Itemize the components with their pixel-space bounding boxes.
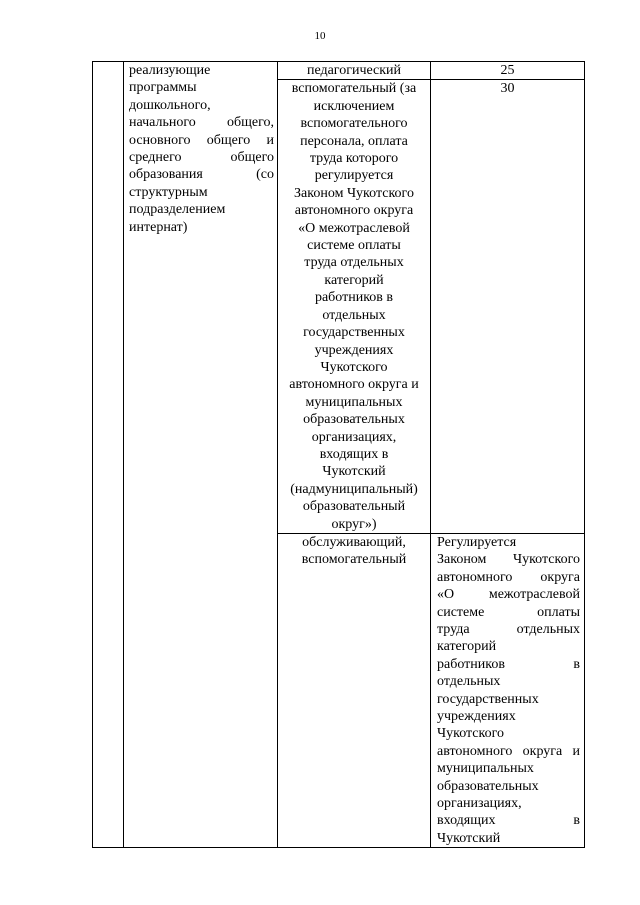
- text-line: подразделением: [129, 202, 226, 218]
- text-line: вспомогательный: [301, 552, 407, 568]
- text-line: Законом Чукотского: [294, 185, 414, 201]
- category-text: педагогический: [306, 63, 402, 78]
- text-line: Чукотского: [437, 726, 504, 742]
- text-line: входящих в: [437, 813, 580, 829]
- text-line: образования (со: [129, 167, 274, 183]
- text-line: (надмуниципальный): [290, 481, 418, 497]
- text-line: образовательных: [303, 412, 405, 428]
- text-line: автономного округа и: [437, 743, 580, 759]
- text-line: отдельных: [437, 674, 501, 690]
- text-line: среднего общего: [129, 150, 274, 166]
- text-line: Чукотский: [322, 464, 386, 480]
- text-line: реализующие: [129, 63, 211, 78]
- text-line: труда которого: [309, 151, 399, 167]
- value-text: [431, 534, 584, 847]
- value-cell: [431, 533, 585, 847]
- text-line: автономного округа и: [289, 377, 419, 393]
- value-text: 30: [500, 81, 515, 97]
- text-line: автономного округа: [437, 569, 580, 585]
- category-cell: [278, 80, 431, 534]
- text-line: муниципальных: [437, 761, 534, 777]
- text-line: исключением: [313, 98, 395, 114]
- text-line: образовательных: [437, 778, 539, 794]
- text-line: муниципальных: [305, 394, 403, 410]
- text-line: «О межотраслевой: [437, 587, 580, 603]
- number-cell: [93, 62, 124, 848]
- text-line: отдельных: [322, 307, 386, 323]
- table-row: [93, 62, 585, 80]
- text-line: структурным: [129, 184, 208, 200]
- text-line: Чукотский: [437, 830, 501, 846]
- category-cell: [278, 62, 431, 80]
- value-cell: [431, 62, 585, 80]
- text-line: регулируется: [314, 168, 394, 184]
- value-cell: [431, 80, 585, 534]
- text-line: организациях,: [311, 429, 397, 445]
- text-line: категорий: [324, 272, 384, 288]
- value-text: 25: [500, 63, 515, 78]
- text-line: работников в: [437, 656, 580, 672]
- text-line: интернат): [129, 219, 188, 235]
- text-line: системе оплаты: [307, 238, 401, 254]
- text-line: образовательный: [302, 499, 406, 515]
- text-line: учреждениях: [437, 709, 516, 725]
- text-line: государственных: [303, 325, 405, 341]
- text-line: «О межотраслевой: [298, 220, 410, 236]
- staff-category-table: [92, 61, 585, 848]
- text-line: труда отдельных: [304, 255, 404, 271]
- text-line: учреждениях: [314, 342, 394, 358]
- category-text: [278, 80, 430, 533]
- category-cell: [278, 533, 431, 847]
- institution-type-text: [129, 62, 274, 236]
- text-line: дошкольного,: [129, 97, 211, 113]
- text-line: программы: [129, 80, 197, 96]
- text-line: Чукотского: [320, 359, 388, 375]
- text-line: вспомогательный (за: [291, 81, 417, 97]
- text-line: входящих в: [319, 446, 389, 462]
- text-line: категорий: [437, 639, 497, 655]
- text-line: работников в: [314, 290, 394, 306]
- text-line: системе оплаты: [437, 604, 580, 620]
- text-line: Законом Чукотского: [437, 552, 580, 568]
- category-text: [278, 534, 430, 569]
- text-line: основного общего и: [129, 132, 274, 148]
- page-number: 10: [314, 30, 326, 42]
- text-line: персонала, оплата: [300, 133, 408, 149]
- institution-type-cell: [124, 62, 278, 848]
- text-line: автономного округа: [294, 203, 414, 219]
- text-line: округ»): [331, 516, 377, 532]
- text-line: начального общего,: [129, 115, 274, 131]
- text-line: организациях,: [437, 796, 522, 812]
- text-line: государственных: [437, 691, 539, 707]
- text-line: труда отдельных: [437, 622, 580, 637]
- text-line: обслуживающий,: [302, 534, 406, 550]
- text-line: вспомогательного: [300, 116, 408, 132]
- text-line: Регулируется: [437, 534, 517, 550]
